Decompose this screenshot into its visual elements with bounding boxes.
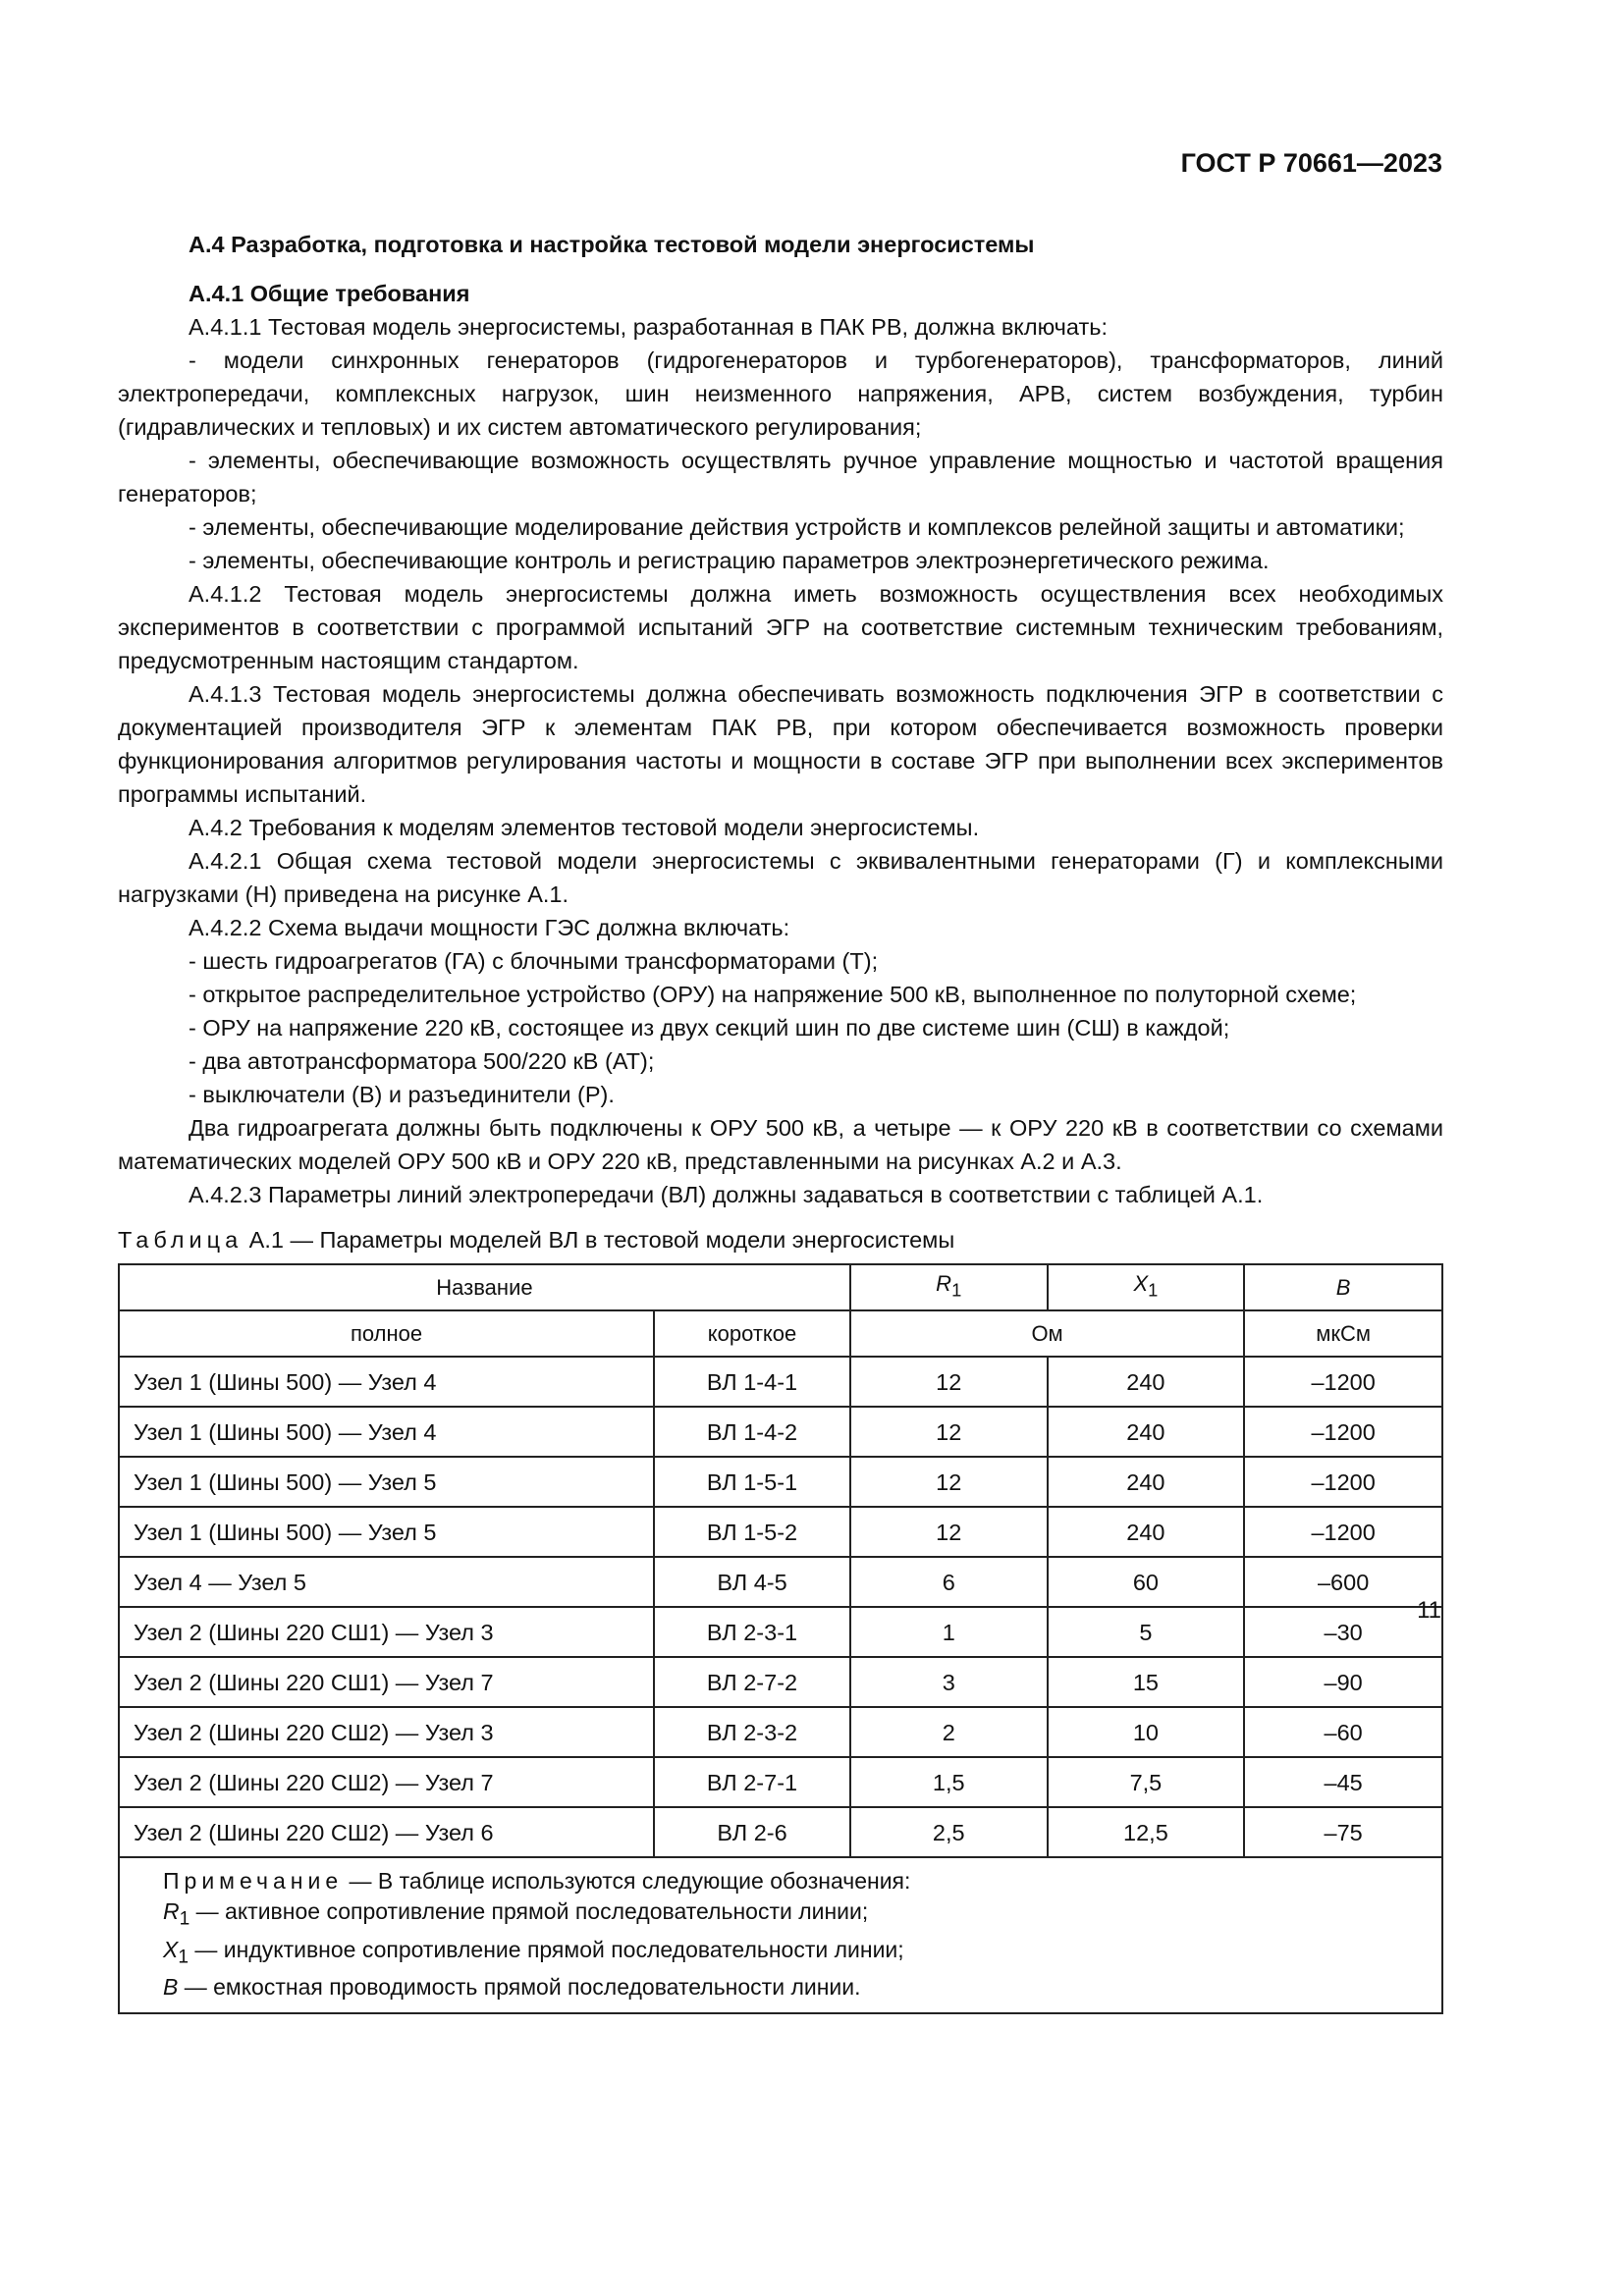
- subsection-heading: А.4.1 Общие требования: [189, 281, 470, 306]
- note-intro-text: — В таблице используются следующие обозначения:: [343, 1868, 911, 1894]
- cell-b: –600: [1244, 1557, 1442, 1607]
- cell-x1: 240: [1048, 1357, 1245, 1407]
- bullet-item: - два автотрансформатора 500/220 кВ (АТ);: [189, 1048, 655, 1074]
- paragraph-a413: А.4.1.3 Тестовая модель энергосистемы должна обеспечивать возможность подключения ЭГР в соответствии с документацией производителя ЭГР к элементам ПАК РВ, при котором обеспечивается возможность проверки функционирования алгоритмов регулирования частоты и мощности в составе ЭГР при выполнении всех экспериментов программы испытаний.: [118, 681, 1443, 807]
- header-b: [1244, 1264, 1442, 1310]
- header-x1: [1048, 1264, 1245, 1310]
- table-row: [119, 1757, 1442, 1807]
- cell-r1: 1,5: [850, 1757, 1048, 1807]
- cell-x1: 240: [1048, 1407, 1245, 1457]
- paragraph-a412: А.4.1.2 Тестовая модель энергосистемы должна иметь возможность осуществления всех необходимых экспериментов в соответствии с программой испытаний ЭГР на соответствие системным техническим требованиям, предусмотренным настоящим стандартом.: [118, 581, 1443, 673]
- line-parameters-table: [118, 1263, 1443, 2014]
- cell-b: –75: [1244, 1807, 1442, 1857]
- table-row: [119, 1707, 1442, 1757]
- cell-r1: 3: [850, 1657, 1048, 1707]
- paragraph-a411: А.4.1.1 Тестовая модель энергосистемы, разработанная в ПАК РВ, должна включать:: [189, 314, 1109, 340]
- cell-x1: 15: [1048, 1657, 1245, 1707]
- cell-r1: 12: [850, 1507, 1048, 1557]
- table-row: [119, 1607, 1442, 1657]
- table-row: [119, 1457, 1442, 1507]
- cell-full-name: Узел 1 (Шины 500) — Узел 5: [119, 1457, 654, 1507]
- cell-full-name: Узел 1 (Шины 500) — Узел 5: [119, 1507, 654, 1557]
- table-row: [119, 1657, 1442, 1707]
- cell-r1: 2,5: [850, 1807, 1048, 1857]
- section-heading: А.4 Разработка, подготовка и настройка тестовой модели энергосистемы: [189, 232, 1035, 257]
- cell-full-name: Узел 2 (Шины 220 СШ1) — Узел 7: [119, 1657, 654, 1707]
- cell-short-name: ВЛ 1-4-1: [654, 1357, 850, 1407]
- bullet-item: - модели синхронных генераторов (гидрогенераторов и турбогенераторов), трансформаторов, линий электропередачи, комплексных нагрузок, шин неизменного напряжения, АРВ, систем возбуждения, турбин (гидравлических и тепловых) и их систем автоматического регулирования;: [118, 347, 1443, 440]
- subheader-full: полное: [119, 1310, 654, 1357]
- table-note-row: [119, 1857, 1442, 2013]
- unit-ohm: Ом: [850, 1310, 1244, 1357]
- header-r-symbol: R: [936, 1271, 952, 1297]
- paragraph-hydro-units: Два гидроагрегата должны быть подключены к ОРУ 500 кВ, а четыре — к ОРУ 220 кВ в соответствии со схемами математических моделей ОРУ 500 кВ и ОРУ 220 кВ, представленными на рисунках А.2 и А.3.: [118, 1115, 1443, 1174]
- page-content: [118, 228, 1443, 2014]
- cell-b: –45: [1244, 1757, 1442, 1807]
- table-note: [119, 1857, 1442, 2013]
- note-x-symbol: X: [163, 1936, 179, 1962]
- header-x-sub: 1: [1148, 1279, 1159, 1301]
- table-header-row: [119, 1264, 1442, 1310]
- bullet-item: - ОРУ на напряжение 220 кВ, состоящее из двух секций шин по две системе шин (СШ) в каждой;: [189, 1015, 1230, 1041]
- cell-b: –90: [1244, 1657, 1442, 1707]
- cell-short-name: ВЛ 2-3-2: [654, 1707, 850, 1757]
- cell-r1: 6: [850, 1557, 1048, 1607]
- note-b-definition: [163, 1972, 1428, 2002]
- header-x-symbol: X: [1133, 1271, 1149, 1297]
- cell-short-name: ВЛ 1-4-2: [654, 1407, 850, 1457]
- bullet-item: - открытое распределительное устройство (ОРУ) на напряжение 500 кВ, выполненное по полуторной схеме;: [189, 982, 1357, 1007]
- cell-full-name: Узел 2 (Шины 220 СШ2) — Узел 7: [119, 1757, 654, 1807]
- document-code: ГОСТ Р 70661—2023: [1180, 148, 1442, 178]
- cell-x1: 60: [1048, 1557, 1245, 1607]
- paragraph-a422: А.4.2.2 Схема выдачи мощности ГЭС должна включать:: [189, 915, 790, 940]
- table-row: [119, 1407, 1442, 1457]
- bullet-item: - элементы, обеспечивающие возможность осуществлять ручное управление мощностью и частотой вращения генераторов;: [118, 448, 1443, 507]
- note-intro: [163, 1866, 1428, 1896]
- cell-full-name: Узел 1 (Шины 500) — Узел 4: [119, 1407, 654, 1457]
- cell-short-name: ВЛ 1-5-2: [654, 1507, 850, 1557]
- cell-short-name: ВЛ 2-6: [654, 1807, 850, 1857]
- cell-full-name: Узел 4 — Узел 5: [119, 1557, 654, 1607]
- cell-r1: 12: [850, 1407, 1048, 1457]
- bullet-item: - выключатели (В) и разъединители (Р).: [189, 1082, 615, 1107]
- table-caption-label: Таблица: [118, 1227, 244, 1253]
- header-name: Название: [119, 1264, 850, 1310]
- bullet-item: - элементы, обеспечивающие моделирование действия устройств и комплексов релейной защиты и автоматики;: [189, 514, 1405, 540]
- cell-b: –60: [1244, 1707, 1442, 1757]
- cell-b: –1200: [1244, 1407, 1442, 1457]
- cell-full-name: Узел 2 (Шины 220 СШ2) — Узел 6: [119, 1807, 654, 1857]
- note-b-text: — емкостная проводимость прямой последовательности линии.: [178, 1974, 861, 2001]
- table-caption-text: А.1 — Параметры моделей ВЛ в тестовой модели энергосистемы: [243, 1227, 955, 1253]
- cell-short-name: ВЛ 4-5: [654, 1557, 850, 1607]
- cell-x1: 7,5: [1048, 1757, 1245, 1807]
- table-caption: [118, 1223, 1443, 1256]
- table-row: [119, 1357, 1442, 1407]
- cell-b: –1200: [1244, 1507, 1442, 1557]
- header-r-sub: 1: [951, 1279, 962, 1301]
- table-row: [119, 1807, 1442, 1857]
- cell-x1: 240: [1048, 1507, 1245, 1557]
- note-b-symbol: B: [163, 1974, 179, 2001]
- cell-x1: 12,5: [1048, 1807, 1245, 1857]
- cell-x1: 10: [1048, 1707, 1245, 1757]
- cell-b: –30: [1244, 1607, 1442, 1657]
- cell-r1: 12: [850, 1457, 1048, 1507]
- page-number: 11: [1417, 1597, 1441, 1624]
- cell-r1: 12: [850, 1357, 1048, 1407]
- note-x-text: — индуктивное сопротивление прямой последовательности линии;: [189, 1936, 904, 1962]
- cell-full-name: Узел 2 (Шины 220 СШ2) — Узел 3: [119, 1707, 654, 1757]
- cell-b: –1200: [1244, 1357, 1442, 1407]
- unit-microsiemens: мкСм: [1244, 1310, 1442, 1357]
- bullet-item: - шесть гидроагрегатов (ГА) с блочными трансформаторами (Т);: [189, 948, 879, 974]
- table-row: [119, 1507, 1442, 1557]
- cell-short-name: ВЛ 2-7-2: [654, 1657, 850, 1707]
- note-x-sub: 1: [178, 1947, 189, 1968]
- cell-x1: 240: [1048, 1457, 1245, 1507]
- cell-full-name: Узел 1 (Шины 500) — Узел 4: [119, 1357, 654, 1407]
- cell-short-name: ВЛ 2-3-1: [654, 1607, 850, 1657]
- cell-short-name: ВЛ 1-5-1: [654, 1457, 850, 1507]
- cell-full-name: Узел 2 (Шины 220 СШ1) — Узел 3: [119, 1607, 654, 1657]
- note-r-symbol: R: [163, 1898, 180, 1924]
- header-r1: [850, 1264, 1048, 1310]
- table-row: [119, 1557, 1442, 1607]
- paragraph-a423: А.4.2.3 Параметры линий электропередачи (ВЛ) должны задаваться в соответствии с таблицей А.1.: [189, 1182, 1264, 1207]
- header-b-symbol: B: [1335, 1274, 1351, 1300]
- note-r-text: — активное сопротивление прямой последовательности линии;: [189, 1898, 869, 1924]
- bullet-item: - элементы, обеспечивающие контроль и регистрацию параметров электроэнергетического режима.: [189, 548, 1270, 573]
- paragraph-a421: А.4.2.1 Общая схема тестовой модели энергосистемы с эквивалентными генераторами (Г) и комплексными нагрузками (Н) приведена на рисунке А.1.: [118, 848, 1443, 907]
- note-x1-definition: [163, 1935, 1428, 1973]
- paragraph-a42: А.4.2 Требования к моделям элементов тестовой модели энергосистемы.: [189, 815, 980, 840]
- cell-r1: 1: [850, 1607, 1048, 1657]
- cell-b: –1200: [1244, 1457, 1442, 1507]
- subheader-short: короткое: [654, 1310, 850, 1357]
- note-label: Примечание: [163, 1868, 344, 1894]
- cell-x1: 5: [1048, 1607, 1245, 1657]
- cell-r1: 2: [850, 1707, 1048, 1757]
- cell-short-name: ВЛ 2-7-1: [654, 1757, 850, 1807]
- table-subheader-row: [119, 1310, 1442, 1357]
- note-r-sub: 1: [179, 1908, 190, 1930]
- note-r1-definition: [163, 1896, 1428, 1935]
